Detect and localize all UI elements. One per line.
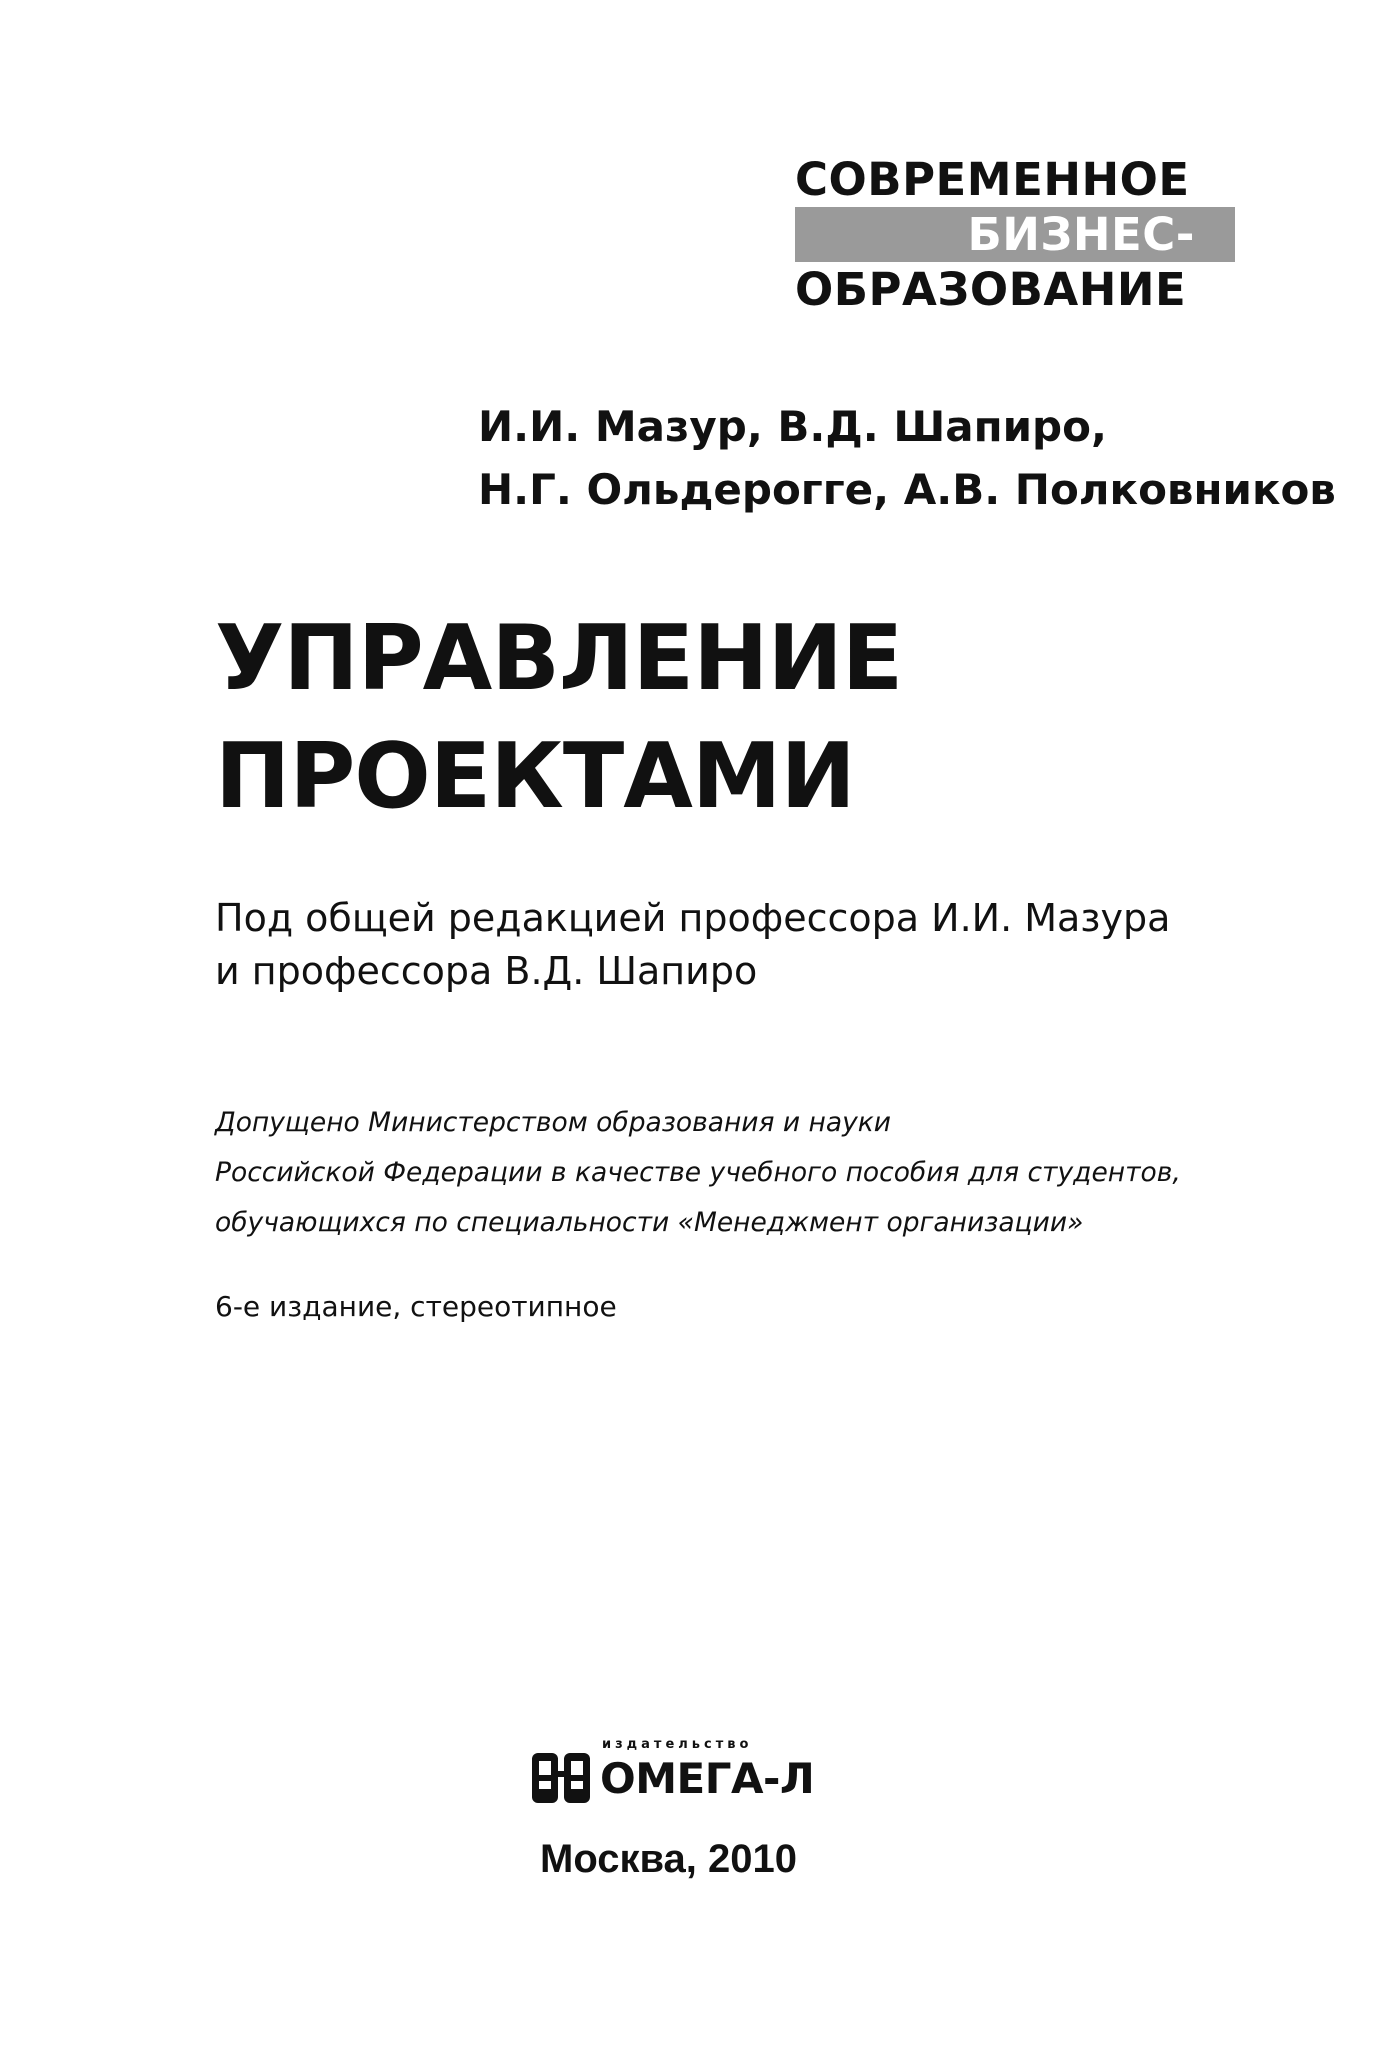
authors-line-1: И.И. Мазур, В.Д. Шапиро, — [478, 402, 1107, 451]
series-name — [795, 152, 1235, 317]
publisher-logo — [530, 1735, 820, 1815]
authors-line-2: Н.Г. Ольдерогге, А.В. Полковников — [478, 465, 1336, 514]
edition-note: 6-е издание, стереотипное — [215, 1290, 617, 1323]
approval-line-3: обучающихся по специальности «Менеджмент организации» — [215, 1207, 1084, 1238]
series-line-2: БИЗНЕС- — [967, 208, 1195, 261]
approval-line-1: Допущено Министерством образования и науки — [215, 1107, 891, 1138]
authors — [478, 395, 1336, 521]
book-title-line-2: ПРОЕКТАМИ — [215, 724, 855, 829]
publisher-name: ОМЕГА-Л — [600, 1754, 815, 1803]
series-band — [795, 207, 1235, 262]
series-line-1: СОВРЕМЕННОЕ — [795, 153, 1190, 206]
book-title-line-1: УПРАВЛЕНИЕ — [215, 606, 903, 711]
approval-line-2: Российской Федерации в качестве учебного пособия для студентов, — [215, 1157, 1181, 1188]
ministry-approval — [215, 1098, 1181, 1248]
omega-l-logo-icon — [530, 1749, 596, 1807]
editors-line-2: и профессора В.Д. Шапиро — [215, 949, 758, 993]
publisher-small-label: издательство — [602, 1737, 753, 1752]
editors-line-1: Под общей редакцией профессора И.И. Мазура — [215, 896, 1171, 940]
city-year: Москва, 2010 — [540, 1837, 798, 1881]
book-title — [215, 600, 902, 836]
series-line-3: ОБРАЗОВАНИЕ — [795, 263, 1187, 316]
editors-note — [215, 892, 1170, 998]
